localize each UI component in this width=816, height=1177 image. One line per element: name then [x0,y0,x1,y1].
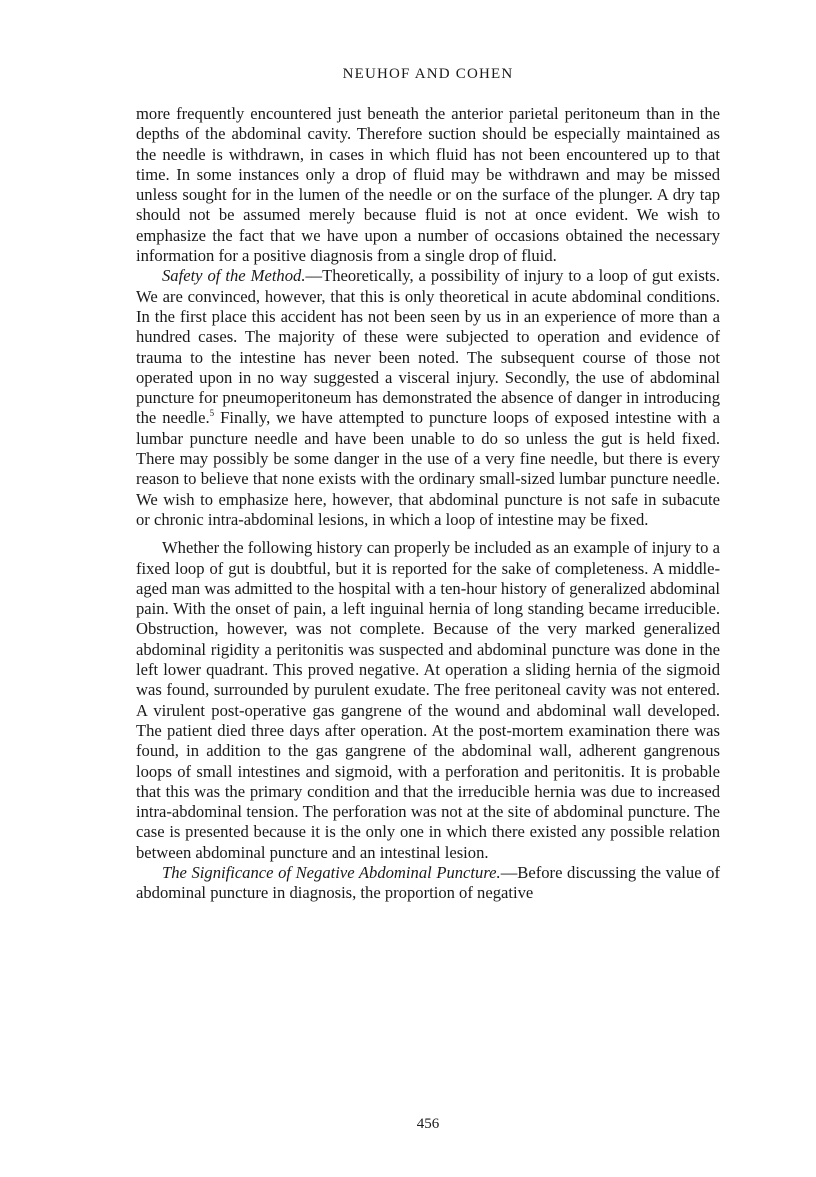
section-heading-safety: Safety of the Method. [162,266,306,286]
reference-marker: 5 [209,408,215,419]
paragraph-continuation: more frequently encountered just beneath the anterior parietal peritoneum than in the depths of the abdominal cavity. Therefore suction should be especially maintained as the needle is withdrawn, in cases in which fluid has not been encountered up to that time. In some instances only a drop of fluid may be withdrawn and may be missed unless sought for in the lumen of the needle or on the surface of the plunger. A dry tap should not be assumed merely because fluid is not at once evident. We wish to emphasize the fact that we have upon a number of occasions obtained the necessary information for a positive diagnosis from a single drop of fluid. [136,104,720,266]
paragraph-text: Finally, we have attempted to puncture loops of exposed intestine with a lumbar puncture needle and have been unable to do so unless the gut is held fixed. There may possibly be some danger in the use of a very fine needle, but there is every reason to believe that none exists with the ordinary small-sized lumbar puncture needle. We wish to emphasize here, however, that abdominal puncture is not safe in subacute or chronic intra-abdominal lesions, in which a loop of intestine may be fixed. [136,408,720,529]
paragraph-text: —Theoretically, a possibility of injury to a loop of gut exists. We are convinced, however, that this is only theoretical in acute abdominal conditions. In the first place this accident has not been seen by us in an experience of more than a hundred cases. The majority of these were subjected to operation and evidence of trauma to the intestine has never been noted. The subsequent course of those not operated upon in no way suggested a visceral injury. Secondly, the use of abdominal puncture for pneumoperitoneum has demonstrated the absence of danger in introducing the needle. [136,266,720,428]
page-number: 456 [416,1116,440,1132]
running-head: NEUHOF AND COHEN [342,66,514,82]
paragraph-negative-puncture [136,863,720,904]
section-heading-negative-puncture: The Significance of Negative Abdominal Puncture. [162,862,501,882]
paragraph-safety-of-method [136,266,720,530]
article-body [136,104,720,904]
paragraph-text: —Before discussing the value of abdominal puncture in diagnosis, the proportion of negative [136,862,721,903]
paragraph-case-history: Whether the following history can properly be included as an example of injury to a fixed loop of gut is doubtful, but it is reported for the sake of completeness. A middle-aged man was admitted to the hospital with a ten-hour history of generalized abdominal pain. With the onset of pain, a left inguinal hernia of long standing became irreducible. Obstruction, however, was not complete. Because of the very marked generalized abdominal rigidity a peritonitis was suspected and abdominal puncture was done in the left lower quadrant. This proved negative. At operation a sliding hernia of the sigmoid was found, surrounded by purulent exudate. The free peritoneal cavity was not entered. A virulent post-operative gas gangrene of the wound and abdominal wall developed. The patient died three days after operation. At the post-mortem examination there was found, in addition to the gas gangrene of the abdominal wall, adherent gangrenous loops of small intestines and sigmoid, with a perforation and peritonitis. It is probable that this was the primary condition and that the irreducible hernia was due to increased intra-abdominal tension. The perforation was not at the site of abdominal puncture. The case is presented because it is the only one in which there existed any possible relation between abdominal puncture and an intestinal lesion. [136,538,720,862]
